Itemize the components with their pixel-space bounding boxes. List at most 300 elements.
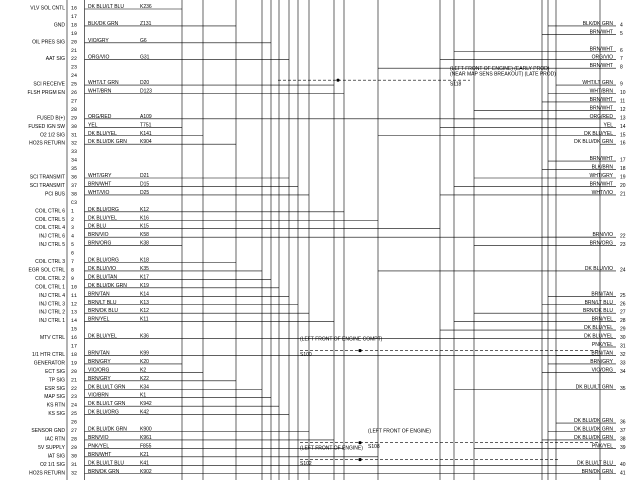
wire-color-label: BRN/GRY [88, 358, 111, 365]
splice-name-label: S118 [450, 81, 462, 88]
harness-pin-number: 8 [620, 64, 623, 71]
harness-wire-label: WHT/BRN [589, 88, 613, 95]
harness-row [454, 46, 623, 54]
pin-function-label: KS SIG [48, 411, 65, 418]
circuit-code-label: K18 [140, 257, 149, 264]
harness-row [542, 300, 626, 308]
harness-pin-number: 11 [620, 98, 626, 105]
harness-wire-label: WHT/GRY [589, 173, 613, 179]
wire-color-label: WHT/GRY [88, 173, 112, 179]
wire-color-label: VIO/GRY [88, 37, 109, 44]
pin-function-label: INJ CTRL 3 [39, 301, 65, 308]
harness-pin-number: 12 [620, 106, 626, 113]
pin-number: 32 [71, 140, 78, 147]
pin-number: 20 [71, 39, 78, 46]
pin-number: 29 [71, 115, 78, 122]
harness-pin-number: 38 [620, 436, 626, 443]
wire-color-label: BLK/DK GRN [88, 20, 119, 27]
harness-row [542, 97, 625, 105]
splice-name-label: S108 [368, 444, 380, 451]
splice-location-note: (LEFT FRONT OF ENGINE) [368, 428, 431, 435]
pin-number: 31 [71, 132, 78, 139]
harness-wire-label: BRN/WHT [589, 105, 613, 112]
connector-row [39, 308, 309, 316]
pin-function-label: 1/1 HTR CTRL [31, 351, 65, 358]
wire-color-label: BRN/TAN [88, 291, 110, 298]
circuit-code-label: K19 [140, 282, 149, 289]
pin-number: 26 [71, 419, 78, 426]
harness-wire-label: BLK/BRN [591, 164, 613, 171]
harness-pin-number: 21 [620, 191, 626, 198]
harness-pin-number: 5 [620, 30, 623, 37]
connector-row [71, 344, 85, 350]
harness-wire-label: BRN/WHT [589, 96, 613, 103]
pin-function-label: FUSED IGN SW [28, 123, 65, 130]
pin-function-label: PCI BUS [44, 191, 65, 198]
pin-function-label: HO2S RETURN [29, 140, 65, 147]
connector-row [32, 350, 600, 358]
harness-pin-number: 25 [620, 292, 626, 299]
harness-row [440, 325, 626, 333]
pin-function-label: FLSH PRGM EN [27, 90, 65, 96]
harness-pin-number: 10 [620, 90, 626, 96]
harness-wire-label: BRN/DK GRN [581, 468, 613, 475]
connector-row [71, 107, 85, 113]
pin-number: 15 [71, 326, 78, 333]
connector-row [49, 376, 236, 384]
circuit-code-label: D20 [140, 80, 150, 87]
connector-row [35, 224, 440, 232]
pin-number: 9 [71, 275, 75, 282]
circuit-code-label: K12 [140, 206, 149, 213]
pin-function-label: FUSED B(+) [37, 115, 65, 122]
pin-function-label: HO2S RETURN [29, 470, 65, 477]
pin-function-label: COIL CTRL 1 [35, 284, 65, 291]
harness-pin-number: 23 [620, 242, 626, 249]
connector-row [71, 420, 85, 426]
pin-function-label: AAT SIG [45, 56, 65, 63]
wire-color-label: VIO/ORG [88, 367, 110, 374]
wire-color-label: DK BLU/LT BLU [88, 4, 124, 10]
circuit-code-label: K900 [140, 426, 152, 433]
connector-row [35, 274, 271, 282]
pin-number: 17 [71, 13, 78, 20]
harness-row [440, 122, 626, 130]
wire-color-label: BRN/VIO [88, 434, 109, 441]
splice-location-note: (LEFT FRONT OF ENGINE COMPT) [300, 336, 383, 343]
connector-row [71, 327, 85, 333]
circuit-code-label: K42 [140, 409, 149, 416]
harness-pin-number: 34 [620, 368, 626, 375]
wire-color-label: BRN/WHT [88, 181, 112, 188]
circuit-code-label: K36 [140, 333, 149, 340]
harness-row [542, 367, 626, 375]
circuit-code-label: K35 [140, 265, 149, 272]
connector-row [39, 317, 334, 325]
pin-number: 35 [71, 166, 78, 173]
pin-function-label: INJ CTRL 2 [39, 309, 65, 316]
harness-row [556, 350, 626, 358]
pin-function-label: O2 1/2 SIG [39, 132, 65, 139]
harness-row [474, 308, 626, 316]
harness-row [474, 105, 626, 113]
circuit-code-label: T751 [140, 122, 152, 129]
harness-row [592, 342, 626, 350]
connector-row [71, 98, 85, 104]
harness-wire-label: ORG/RED [589, 113, 613, 120]
harness-pin-number: 36 [620, 419, 626, 426]
pin-number: 33 [71, 149, 78, 156]
connector-row [35, 215, 378, 223]
wire-color-label: BRN/GRY [88, 375, 111, 382]
splice [278, 66, 556, 88]
pin-number: 16 [71, 335, 78, 342]
harness-wire-label: BRN/WHT [589, 29, 613, 36]
harness-wire-label: BRN/VIO [592, 232, 613, 239]
circuit-code-label: K34 [140, 384, 149, 391]
pin-function-label: IAC RTN [45, 436, 65, 443]
connector-row [40, 131, 203, 139]
harness-wire-label: BRN/TAN [591, 350, 613, 357]
pin-number: 29 [71, 444, 78, 451]
pin-function-label: SCI RECEIVE [33, 81, 65, 88]
circuit-code-label: D123 [140, 88, 152, 95]
splice [300, 446, 560, 468]
pin-number: 1 [71, 208, 75, 215]
connector-row [39, 232, 600, 240]
circuit-code-label: K942 [140, 401, 152, 408]
harness-row [548, 427, 626, 435]
circuit-code-label: K904 [140, 139, 152, 146]
harness-wire-label: BRN/WHT [589, 46, 613, 53]
circuit-code-label: K17 [140, 274, 149, 281]
wire-color-label: BRN/VIO [88, 232, 109, 239]
harness-row [378, 266, 626, 274]
pin-number: 21 [71, 47, 78, 54]
circuit-code-label: K22 [140, 375, 149, 382]
harness-wire-label: BRN/GRY [590, 358, 613, 365]
wire-color-label: BRN/DK GRN [88, 468, 120, 475]
circuit-code-label: K20 [140, 358, 149, 365]
pin-function-label: SCI TRANSMIT [29, 174, 65, 181]
wire-color-label: WHT/BRN [88, 88, 112, 95]
harness-pin-number: 22 [620, 233, 626, 240]
harness-row [548, 89, 626, 97]
pin-function-label: 5V SUPPLY [38, 444, 65, 451]
harness-pin-number: 32 [620, 351, 626, 358]
pin-function-label: INJ CTRL 6 [39, 233, 65, 240]
wire-color-label: PNK/YEL [88, 443, 110, 450]
wire-color-label: DK BLU/DK GRN [88, 139, 127, 146]
harness-pin-number: 18 [620, 166, 626, 173]
harness-wire-label: DK BLU/YEL [584, 130, 613, 137]
harness-pin-number: 39 [620, 444, 626, 451]
harness-wire-label: VIO/ORG [591, 367, 613, 374]
pin-number: 32 [71, 470, 78, 477]
circuit-code-label: F855 [140, 443, 152, 450]
connector-row [37, 114, 600, 122]
connector-row [35, 283, 279, 291]
wire-color-label: DK BLU [88, 223, 107, 230]
pin-number: 23 [71, 64, 78, 71]
pin-number: 36 [71, 174, 78, 181]
pin-number: 30 [71, 453, 78, 460]
harness-pin-number: 37 [620, 428, 626, 434]
circuit-code-label: K15 [140, 223, 149, 230]
pin-number: 28 [71, 436, 78, 443]
harness-pin-number: 14 [620, 123, 626, 130]
harness-row [440, 190, 626, 198]
harness-row [556, 80, 623, 88]
pin-number: 19 [71, 360, 78, 367]
harness-wire-label: DK BLU/LT GRN [575, 384, 613, 391]
pin-function-label: ECT SIG [45, 368, 65, 375]
harness-row [542, 165, 626, 173]
pin-number: 24 [71, 402, 78, 409]
harness-wire-label: WHT/LT GRN [582, 80, 613, 87]
connector-row [71, 158, 85, 164]
circuit-code-label: D21 [140, 173, 150, 179]
harness-row [548, 359, 626, 367]
wire-color-label: DK BLU/ORG [88, 257, 119, 264]
splice-group [278, 66, 600, 467]
connector-row [29, 469, 600, 477]
circuit-code-label: K141 [140, 130, 152, 137]
harness-wire-label: BRN/ORG [589, 240, 613, 247]
pin-number: 2 [71, 216, 75, 223]
circuit-code-label: K41 [140, 460, 149, 467]
pin-number: 23 [71, 394, 78, 401]
connector-row [27, 89, 344, 97]
circuit-code-label: K902 [140, 468, 152, 475]
harness-wire-label: BRN/DK BLU [582, 308, 613, 315]
pin-number: 11 [71, 292, 78, 299]
connector-row [71, 65, 85, 71]
pin-function-label: ESR SIG [44, 385, 65, 392]
pin-function-label: GENERATOR [33, 360, 65, 367]
pin-number: C3 [71, 199, 78, 206]
connector-row [71, 149, 85, 155]
wire-color-label: DK BLU/YEL [88, 130, 117, 137]
circuit-code-label: K38 [140, 240, 149, 247]
wire-color-label: DK BLU/LT BLU [88, 460, 124, 467]
connector-row [34, 359, 182, 367]
wire-color-label: BRN/TAN [88, 350, 110, 357]
circuit-code-label: K2 [140, 367, 147, 374]
pin-number: 34 [71, 157, 78, 164]
connector-row [40, 460, 440, 468]
connector-row [35, 207, 344, 215]
pin-number: 8 [71, 267, 75, 274]
harness-pin-number: 4 [620, 22, 623, 29]
circuit-code-label: G31 [140, 54, 150, 61]
connector-row [30, 173, 289, 181]
splice-location-note: (LEFT FRONT OF ENGINE) [300, 445, 363, 452]
pin-number: 18 [71, 351, 78, 358]
harness-pin-number: 20 [620, 182, 626, 189]
wire-color-label: BRN/YEL [88, 316, 110, 323]
harness-row [474, 443, 626, 451]
pin-number: 22 [71, 385, 78, 392]
harness-wire-label: DK BLU/LT BLU [577, 460, 613, 467]
harness-wire-label: BRN/WHT [589, 63, 613, 70]
harness-row [548, 291, 626, 299]
pin-function-label: SENSOR GND [31, 428, 65, 434]
harness-row [542, 29, 623, 37]
pin-number: 28 [71, 106, 78, 113]
wire-color-label: DK BLU/DK GRN [88, 426, 127, 433]
harness-wire-label: PNK/YEL [591, 342, 613, 348]
harness-pin-number: 24 [620, 267, 626, 274]
harness-pin-number: 40 [620, 461, 626, 468]
pin-function-label: IAT SIG [47, 453, 65, 460]
harness-pin-number: 27 [620, 309, 626, 316]
pin-number: 38 [71, 191, 78, 198]
circuit-code-label: Z131 [140, 20, 152, 27]
harness-pin-number: 15 [620, 132, 626, 139]
pin-function-label: COIL CTRL 5 [35, 216, 65, 223]
circuit-code-label: K11 [140, 316, 149, 323]
connector-row [45, 435, 334, 443]
wire-color-label: DK BLU/YEL [88, 215, 117, 222]
pin-function-label: INJ CTRL 1 [39, 318, 65, 325]
wire-color-label: WHT/VIO [88, 189, 110, 196]
harness-row [542, 435, 626, 443]
pin-number: 27 [71, 428, 78, 434]
wire-color-label: BRN/ORG [88, 240, 112, 247]
pin-function-label: COIL CTRL 2 [35, 275, 65, 282]
splice-name-label: S102 [300, 461, 312, 468]
wire-color-label: YEL [88, 122, 98, 129]
pin-function-label: O2 1/1 SIG [39, 461, 65, 468]
harness-pin-number: 13 [620, 115, 626, 122]
pin-function-label: TP SIG [48, 377, 65, 384]
circuit-code-label: K961 [140, 434, 152, 441]
harness-row [548, 21, 623, 29]
connector-row [32, 38, 271, 46]
connector-row [48, 452, 378, 460]
pin-number: 5 [71, 242, 75, 249]
wire-color-label: BRN/LT BLU [88, 299, 117, 306]
harness-row [440, 55, 623, 63]
wire-color-label: VIO/BRN [88, 392, 109, 399]
pin-function-label: MTV CTRL [40, 335, 65, 342]
splice-dot [336, 79, 339, 82]
splice [300, 337, 600, 359]
pin-number: 16 [71, 5, 78, 12]
pin-number: 26 [71, 90, 78, 96]
wire-color-label: BRN/WHT [88, 451, 112, 458]
harness-row [378, 334, 626, 342]
connector-row [71, 73, 85, 79]
pin-function-label: VLV SOL CNTL [30, 5, 65, 12]
circuit-code-label: G6 [140, 37, 147, 44]
wire-color-label: DK BLU/ORG [88, 409, 119, 416]
harness-pin-number: 35 [620, 385, 626, 392]
wire-color-label: DK BLU/TAN [88, 274, 118, 281]
pin-function-label: COIL CTRL 3 [35, 259, 65, 265]
circuit-code-label: K12 [140, 308, 149, 315]
harness-wire-label: WHT/VIO [591, 189, 613, 196]
harness-wire-label: DK BLU/DK GRN [574, 426, 613, 433]
harness-row [542, 232, 626, 240]
harness-wire-label: DK BLU/DK GRN [574, 139, 613, 146]
pin-number: 10 [71, 284, 78, 291]
wire-color-label: DK BLU/ORG [88, 206, 119, 213]
wire-color-label: DK BLU/VIO [88, 265, 117, 272]
wire-color-label: DK BLU/DK GRN [88, 282, 127, 289]
harness-pin-number: 6 [620, 47, 623, 54]
harness-wire-label: PNK/YEL [591, 443, 613, 450]
connector-row [47, 401, 279, 409]
harness-wire-label: BLK/DK GRN [582, 20, 613, 27]
connector-row [54, 21, 236, 29]
connector-row [30, 4, 182, 12]
harness-row [378, 131, 626, 139]
harness-pin-number: 30 [620, 335, 626, 342]
circuit-code-label: K13 [140, 299, 149, 306]
connector-row [44, 393, 271, 401]
pin-number: 19 [71, 30, 78, 37]
harness-row [378, 469, 626, 477]
splice-name-label: S100 [300, 352, 312, 359]
splice-dot [358, 349, 361, 352]
pin-function-label: INJ CTRL 5 [39, 242, 65, 249]
harness-wire-label: BRN/WHT [589, 156, 613, 163]
harness-pin-number: 29 [620, 326, 626, 333]
pin-function-label: INJ CTRL 4 [39, 292, 65, 299]
harness-wire-label: YEL [603, 122, 613, 129]
harness-wire-label: DK BLU/YEL [584, 333, 613, 340]
splice-dot [358, 441, 361, 444]
wire-color-label: WHT/LT GRN [88, 80, 119, 87]
harness-wire-label: DK BLU/VIO [584, 265, 613, 272]
wire-color-label: ORG/VIO [88, 54, 110, 61]
circuit-code-label: K58 [140, 232, 149, 239]
pin-function-label: KS RTN [46, 402, 65, 409]
connector-row [71, 14, 85, 20]
pin-number: 3 [71, 225, 75, 232]
connector-row [45, 367, 203, 375]
splice-dot [358, 458, 361, 461]
harness-pin-number: 9 [620, 81, 623, 88]
pin-number: 7 [71, 259, 75, 265]
harness-wire-label: DK BLU/DK GRN [574, 434, 613, 441]
splice-location-note: (NEAR MAP SENS BREAKOUT) (LATE PROD) [450, 71, 556, 78]
wire-color-label: BRN/DK BLU [88, 308, 119, 315]
connector-row [29, 139, 236, 147]
harness-wire-label: DK BLU/YEL [584, 325, 613, 332]
harness-pin-number: 17 [620, 157, 626, 164]
harness-pin-number: 33 [620, 360, 626, 367]
pin-number: 18 [71, 22, 78, 29]
circuit-code-label: K1 [140, 392, 147, 399]
connector-row [71, 166, 85, 172]
pin-number: 14 [71, 318, 78, 325]
harness-wire-label: DK BLU/DK GRN [574, 418, 613, 425]
pin-number: 25 [71, 411, 78, 418]
connector-row [39, 291, 289, 299]
connector-row [39, 300, 298, 308]
harness-wire-label: BRN/TAN [591, 291, 613, 298]
pin-number: 31 [71, 461, 78, 468]
pin-function-label: COIL CTRL 4 [35, 225, 65, 232]
harness-pin-number: 28 [620, 318, 626, 325]
pin-function-label: GND [53, 22, 65, 29]
pin-number: 37 [71, 182, 78, 189]
pin-number: 13 [71, 309, 78, 316]
connector-row [39, 241, 182, 249]
